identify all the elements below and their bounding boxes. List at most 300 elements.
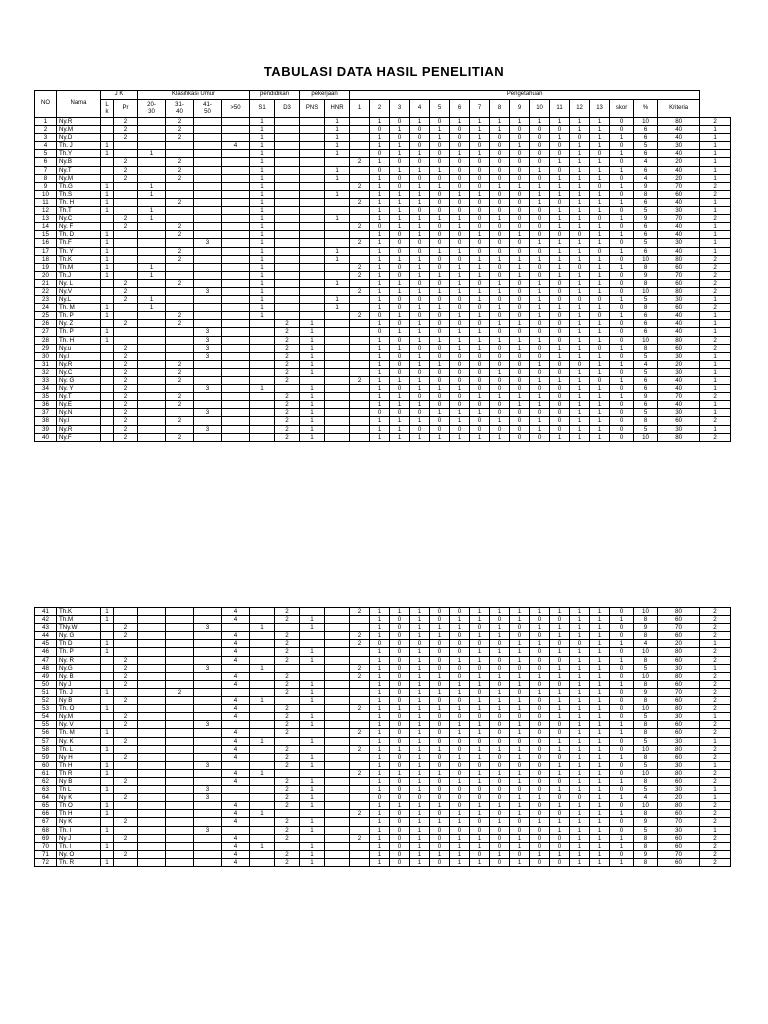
table-cell [325,842,350,850]
header-pengetahuan: Pengetahuan [350,91,700,100]
table-cell: 1 [450,215,470,223]
table-cell: 1 [590,842,610,850]
table-cell: 0 [470,624,490,632]
table-cell: 0 [450,737,470,745]
table-cell: 1 [550,352,570,360]
table-row [35,263,731,271]
table-cell: 0 [510,761,530,769]
table-cell: 0 [430,223,450,231]
table-cell: 1 [590,818,610,826]
table-cell: 0 [490,753,510,761]
header-nama: Nama [57,91,101,118]
table-cell: 1 [370,207,390,215]
table-row [35,182,731,190]
table-cell: 1 [530,255,550,263]
table-cell: 0 [490,616,510,624]
table-cell: 30 [658,425,700,433]
table-cell: 2 [166,279,194,287]
table-cell [250,608,275,616]
table-cell [114,608,138,616]
table-cell: 0 [590,215,610,223]
table-cell [166,182,194,190]
table-cell: 1 [370,304,390,312]
cell-no: 50 [35,680,57,688]
table-cell: 1 [550,255,570,263]
table-row [35,255,731,263]
table-cell: 2 [275,409,300,417]
table-cell: 1 [325,150,350,158]
table-cell: 1 [370,247,390,255]
table-cell: 1 [430,215,450,223]
table-cell: 80 [658,769,700,777]
table-cell: 0 [490,158,510,166]
table-cell: 0 [530,385,550,393]
table-cell [138,608,166,616]
table-cell: 0 [390,656,410,664]
table-cell: 6 [634,247,658,255]
table-cell [275,842,300,850]
cell-nama: Ny.T [57,393,101,401]
table-cell: 2 [114,166,138,174]
table-cell [166,753,194,761]
table-cell [222,761,250,769]
table-cell [138,336,166,344]
table-cell: 2 [275,336,300,344]
header-question-5: 5 [430,100,450,118]
table-cell: 9 [634,182,658,190]
table-cell: 0 [470,688,490,696]
table-cell: 1 [450,810,470,818]
table-cell: 6 [634,126,658,134]
table-cell: 0 [450,142,470,150]
table-cell [114,761,138,769]
cell-nama: Ny.L [57,296,101,304]
table-cell [350,368,370,376]
table-cell [194,118,222,126]
table-cell [222,255,250,263]
table-cell: 80 [658,433,700,441]
table-cell [101,794,114,802]
table-cell [325,786,350,794]
table-cell: 1 [610,134,634,142]
table-cell: 2 [114,126,138,134]
table-cell: 0 [550,858,570,866]
table-cell: 0 [430,656,450,664]
table-cell: 2 [350,608,370,616]
table-cell: 1 [410,616,430,624]
table-cell: 1 [530,377,550,385]
table-cell: 1 [101,761,114,769]
table-cell [250,328,275,336]
table-cell: 1 [570,336,590,344]
table-cell: 2 [700,672,731,680]
table-cell: 1 [570,377,590,385]
table-cell: 1 [101,247,114,255]
table-cell: 1 [410,166,430,174]
table-cell: 80 [658,336,700,344]
table-cell: 10 [634,433,658,441]
table-cell: 0 [610,336,634,344]
table-cell: 6 [634,328,658,336]
cell-no: 10 [35,190,57,198]
table-cell: 1 [610,729,634,737]
table-cell: 1 [370,401,390,409]
table-cell: 1 [250,810,275,818]
table-cell: 2 [114,433,138,441]
table-cell: 1 [101,616,114,624]
table-cell: 2 [700,818,731,826]
table-cell: 1 [610,182,634,190]
table-cell: 4 [222,648,250,656]
table-cell [138,166,166,174]
table-cell [138,126,166,134]
table-cell: 1 [390,393,410,401]
table-cell: 0 [430,680,450,688]
table-cell: 2 [114,279,138,287]
table-cell: 1 [570,198,590,206]
table-cell: 0 [610,271,634,279]
table-cell [166,777,194,785]
cell-nama: Th.F [57,239,101,247]
table-cell: 1 [370,296,390,304]
table-cell: 0 [390,818,410,826]
table-cell: 1 [410,360,430,368]
table-cell [114,745,138,753]
table-cell: 1 [300,818,325,826]
table-cell: 0 [530,729,550,737]
table-row [35,134,731,142]
table-cell [114,304,138,312]
table-cell: 1 [101,786,114,794]
table-cell: 1 [510,834,530,842]
table-cell: 0 [390,134,410,142]
table-cell: 1 [325,142,350,150]
table-cell: 0 [430,721,450,729]
table-cell: 1 [470,810,490,818]
table-cell: 2 [275,360,300,368]
table-cell: 1 [700,207,731,215]
table-cell: 4 [634,158,658,166]
table-cell: 60 [658,753,700,761]
table-cell: 1 [450,433,470,441]
table-cell: 1 [470,336,490,344]
table-cell: 0 [450,794,470,802]
table-cell [325,680,350,688]
table-cell: 9 [634,271,658,279]
table-cell: 1 [390,312,410,320]
table-cell: 1 [300,616,325,624]
table-cell: 0 [470,664,490,672]
table-cell [250,377,275,385]
table-cell [222,320,250,328]
table-cell: 5 [634,239,658,247]
cell-no: 61 [35,769,57,777]
table-cell: 0 [510,826,530,834]
table-cell: 1 [370,721,390,729]
table-cell: 1 [390,198,410,206]
table-cell: 4 [222,705,250,713]
table-cell: 0 [530,126,550,134]
table-cell: 4 [222,858,250,866]
table-row [35,616,731,624]
table-cell: 1 [300,393,325,401]
table-cell: 1 [610,721,634,729]
table-cell: 0 [450,377,470,385]
table-cell: 1 [430,287,450,295]
table-cell: 1 [470,656,490,664]
table-cell: 0 [470,320,490,328]
table-row [35,608,731,616]
table-cell: 1 [138,150,166,158]
table-cell: 1 [490,705,510,713]
table-cell [194,182,222,190]
table-cell: 0 [470,377,490,385]
table-row [35,393,731,401]
table-cell: 1 [570,425,590,433]
table-cell [275,231,300,239]
table-cell: 1 [250,247,275,255]
table-cell: 1 [550,826,570,834]
table-cell [222,352,250,360]
table-cell: 0 [610,207,634,215]
table-cell: 1 [510,672,530,680]
table-cell: 1 [300,328,325,336]
table-cell: 1 [410,648,430,656]
table-cell [194,263,222,271]
table-cell [194,401,222,409]
table-cell: 1 [470,344,490,352]
table-cell: 1 [410,352,430,360]
table-cell: 2 [700,705,731,713]
table-cell: 1 [410,401,430,409]
cell-no: 3 [35,134,57,142]
table-cell: 2 [700,777,731,785]
table-cell: 1 [510,336,530,344]
page-title: TABULASI DATA HASIL PENELITIAN [263,64,505,79]
table-cell: 1 [390,344,410,352]
table-cell [222,433,250,441]
table-cell: 0 [390,761,410,769]
table-cell [350,215,370,223]
table-cell: 70 [658,271,700,279]
table-cell: 0 [490,360,510,368]
table-cell [325,761,350,769]
table-cell: 3 [194,425,222,433]
table-cell: 0 [390,858,410,866]
table-cell: 1 [590,794,610,802]
table-cell: 1 [510,858,530,866]
table-cell: 0 [510,312,530,320]
table-cell [325,745,350,753]
table-cell: 1 [325,126,350,134]
table-cell: 60 [658,697,700,705]
table-cell: 0 [490,166,510,174]
table-cell: 0 [390,850,410,858]
table-cell: 1 [450,385,470,393]
table-cell: 0 [610,705,634,713]
table-cell: 1 [470,296,490,304]
cell-nama: Th H [57,761,101,769]
table-cell: 1 [590,417,610,425]
cell-no: 20 [35,271,57,279]
table-cell: 1 [490,287,510,295]
table-cell: 1 [250,312,275,320]
table-cell: 0 [390,118,410,126]
cell-nama: Ny.R [57,425,101,433]
table-cell: 1 [300,433,325,441]
table-cell [325,385,350,393]
table-cell [222,150,250,158]
table-cell: 1 [490,648,510,656]
table-cell: 0 [510,287,530,295]
header-question-10: 10 [530,100,550,118]
table-cell: 1 [530,296,550,304]
table-cell: 0 [550,777,570,785]
table-cell: 0 [410,142,430,150]
header-question-12: 12 [570,100,590,118]
table-cell: 2 [700,697,731,705]
table-cell: 0 [410,158,430,166]
table-cell: 0 [550,328,570,336]
table-cell: 1 [250,215,275,223]
table-cell: 10 [634,745,658,753]
table-cell: 1 [300,858,325,866]
table-cell: 1 [510,616,530,624]
table-cell: 1 [550,158,570,166]
table-cell: 1 [370,215,390,223]
table-cell: 30 [658,737,700,745]
table-cell [138,368,166,376]
table-cell: 1 [101,142,114,150]
table-cell [101,672,114,680]
table-cell: 2 [275,858,300,866]
table-cell: 2 [114,737,138,745]
table-cell [194,729,222,737]
table-cell: 0 [530,134,550,142]
table-cell [166,304,194,312]
table-cell [194,247,222,255]
table-cell [222,296,250,304]
table-cell [138,174,166,182]
table-cell [325,818,350,826]
table-cell: 6 [634,231,658,239]
table-cell [138,777,166,785]
table-cell: 2 [700,656,731,664]
table-cell: 0 [550,794,570,802]
cell-nama: TNy.W [57,624,101,632]
table-cell [166,263,194,271]
cell-nama: Ny B [57,777,101,785]
table-cell [101,401,114,409]
table-cell: 1 [550,207,570,215]
table-row [35,753,731,761]
cell-nama: Ny.R [57,118,101,126]
table-cell: 8 [634,721,658,729]
table-cell: 1 [370,385,390,393]
table-cell: 0 [550,401,570,409]
table-cell [250,818,275,826]
table-cell: 1 [370,834,390,842]
table-cell [194,417,222,425]
table-cell [166,239,194,247]
table-cell: 1 [300,713,325,721]
table-row [35,336,731,344]
table-cell: 1 [370,842,390,850]
table-cell: 1 [370,118,390,126]
cell-no: 53 [35,705,57,713]
table-cell: 1 [510,118,530,126]
table-cell: 1 [550,769,570,777]
table-cell: 9 [634,393,658,401]
table-cell: 1 [490,688,510,696]
table-cell: 8 [634,279,658,287]
table-cell: 40 [658,247,700,255]
table-cell: 1 [410,190,430,198]
table-cell: 2 [275,802,300,810]
table-cell: 1 [410,632,430,640]
table-cell: 0 [450,304,470,312]
table-cell: 1 [430,304,450,312]
table-cell: 0 [530,215,550,223]
table-row [35,672,731,680]
table-cell [222,271,250,279]
table-cell [325,239,350,247]
table-cell [300,304,325,312]
table-cell: 1 [530,417,550,425]
table-cell [138,640,166,648]
cell-no: 60 [35,761,57,769]
table-cell: 9 [634,624,658,632]
table-cell: 0 [390,777,410,785]
table-cell: 0 [390,239,410,247]
table-cell [222,368,250,376]
table-cell: 5 [634,352,658,360]
table-cell: 1 [700,328,731,336]
table-cell: 0 [550,680,570,688]
table-cell: 1 [390,207,410,215]
table-cell: 0 [450,401,470,409]
table-cell [114,190,138,198]
table-cell: 1 [510,705,530,713]
table-cell: 1 [610,263,634,271]
table-cell [166,761,194,769]
table-cell [275,239,300,247]
table-cell [138,425,166,433]
table-cell: 0 [530,150,550,158]
table-cell: 1 [590,769,610,777]
table-cell: 1 [250,287,275,295]
table-cell: 0 [550,842,570,850]
table-cell [138,134,166,142]
table-cell: 1 [390,166,410,174]
table-cell: 1 [590,786,610,794]
table-cell [350,247,370,255]
cell-nama: Th. H [57,336,101,344]
table-cell: 10 [634,255,658,263]
table-cell: 0 [390,632,410,640]
table-cell: 1 [300,385,325,393]
table-row [35,166,731,174]
table-row [35,198,731,206]
table-row [35,368,731,376]
table-cell: 30 [658,207,700,215]
table-cell: 0 [510,737,530,745]
table-cell [325,231,350,239]
cell-no: 39 [35,425,57,433]
table-cell: 1 [570,826,590,834]
cell-nama: Ny.M [57,713,101,721]
table-cell: 1 [490,417,510,425]
